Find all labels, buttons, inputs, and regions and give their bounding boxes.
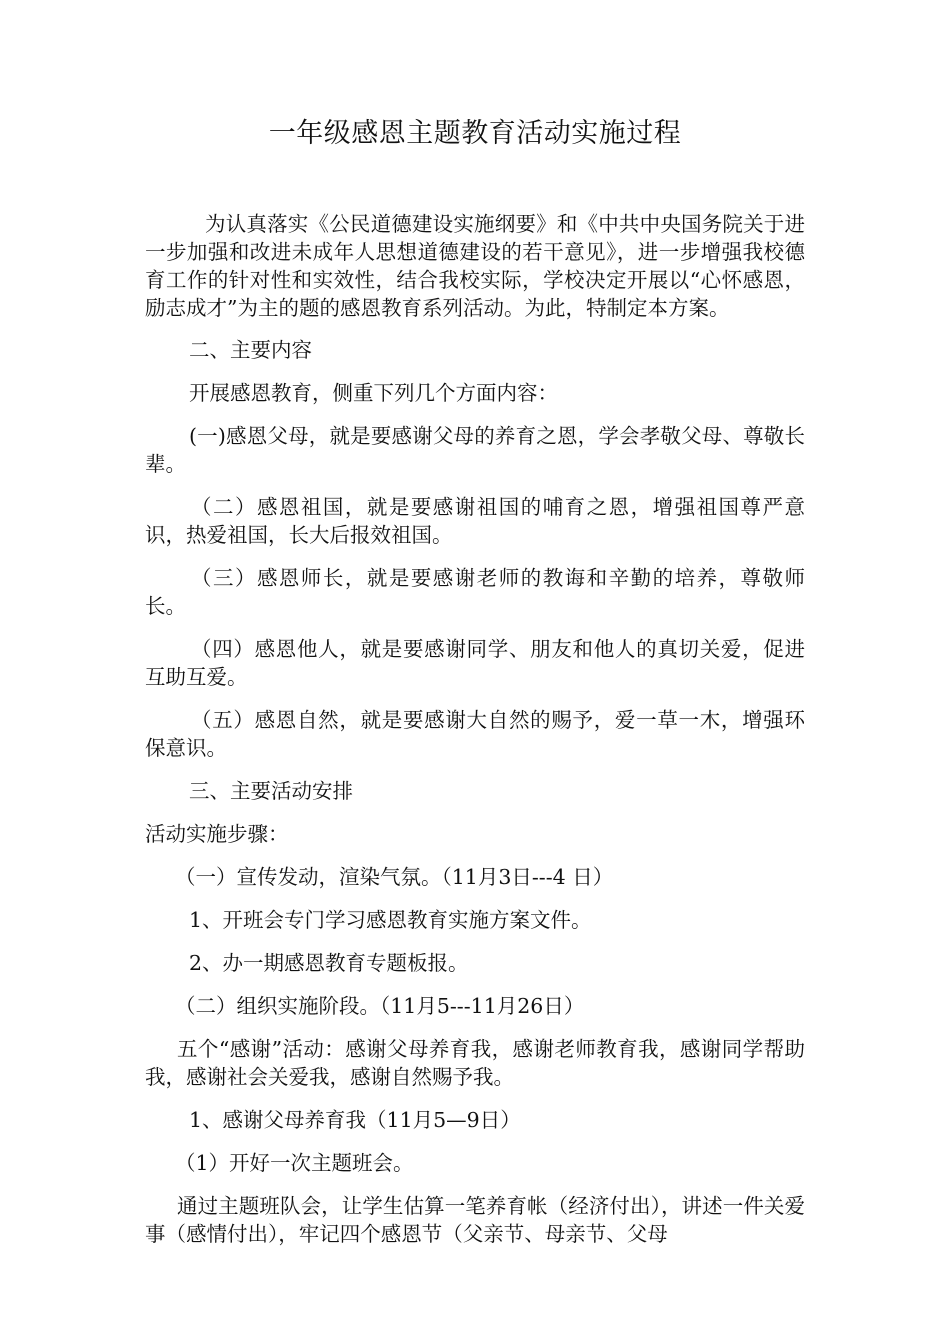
heading-phase-two: （二）组织实施阶段。（11月5---11月26日） [175,994,585,1018]
paragraph-theme-meeting-detail: 通过主题班队会，让学生估算一笔养育帐（经济付出），讲述一件关爱事（感情付出），牢记四个感恩节（父亲节、母亲节、父母 [145,1194,805,1246]
paragraph-item-nature: （五）感恩自然，就是要感谢大自然的赐予，爱一草一木，增强环保意识。 [145,708,805,760]
paragraph-steps: 活动实施步骤： [145,822,289,846]
paragraph-intro: 为认真落实《公民道德建设实施纲要》和《中共中央国务院关于进一步加强和改进未成年人思想道德建设的若干意见》，进一步增强我校德育工作的针对性和实效性，结合我校实际，学校决定开展以“心怀感恩，励志成才”为主的题的感恩教育系列活动。为此，特制定本方案。 [145,212,805,320]
list-item-blackboard: 2、办一期感恩教育专题板报。 [189,951,469,975]
paragraph-content-intro: 开展感恩教育，侧重下列几个方面内容： [189,381,558,405]
paragraph-item-others: （四）感恩他人，就是要感谢同学、朋友和他人的真切关爱，促进互助互爱。 [145,637,805,689]
heading-main-content: 二、主要内容 [189,338,312,362]
paragraph-five-thanks: 五个“感谢”活动：感谢父母养育我，感谢老师教育我，感谢同学帮助我，感谢社会关爱我，感谢自然赐予我。 [145,1037,805,1089]
paragraph-item-country: （二）感恩祖国，就是要感谢祖国的哺育之恩，增强祖国尊严意识，热爱祖国，长大后报效祖国。 [145,495,805,547]
list-item-class-meeting: 1、开班会专门学习感恩教育实施方案文件。 [189,908,592,932]
paragraph-item-teachers: （三）感恩师长，就是要感谢老师的教诲和辛勤的培养，尊敬师长。 [145,566,805,618]
heading-activities: 三、主要活动安排 [189,779,353,803]
list-item-theme-meeting: （1）开好一次主题班会。 [175,1151,414,1175]
list-item-thank-parents: 1、感谢父母养育我（11月5—9日） [189,1108,521,1132]
paragraph-item-parents: (一)感恩父母，就是要感谢父母的养育之恩，学会孝敬父母、尊敬长辈。 [145,424,805,476]
document-title: 一年级感恩主题教育活动实施过程 [268,118,682,149]
heading-phase-one: （一）宣传发动，渲染气氛。（11月3日---4 日） [175,865,614,889]
document-body [145,210,805,1248]
